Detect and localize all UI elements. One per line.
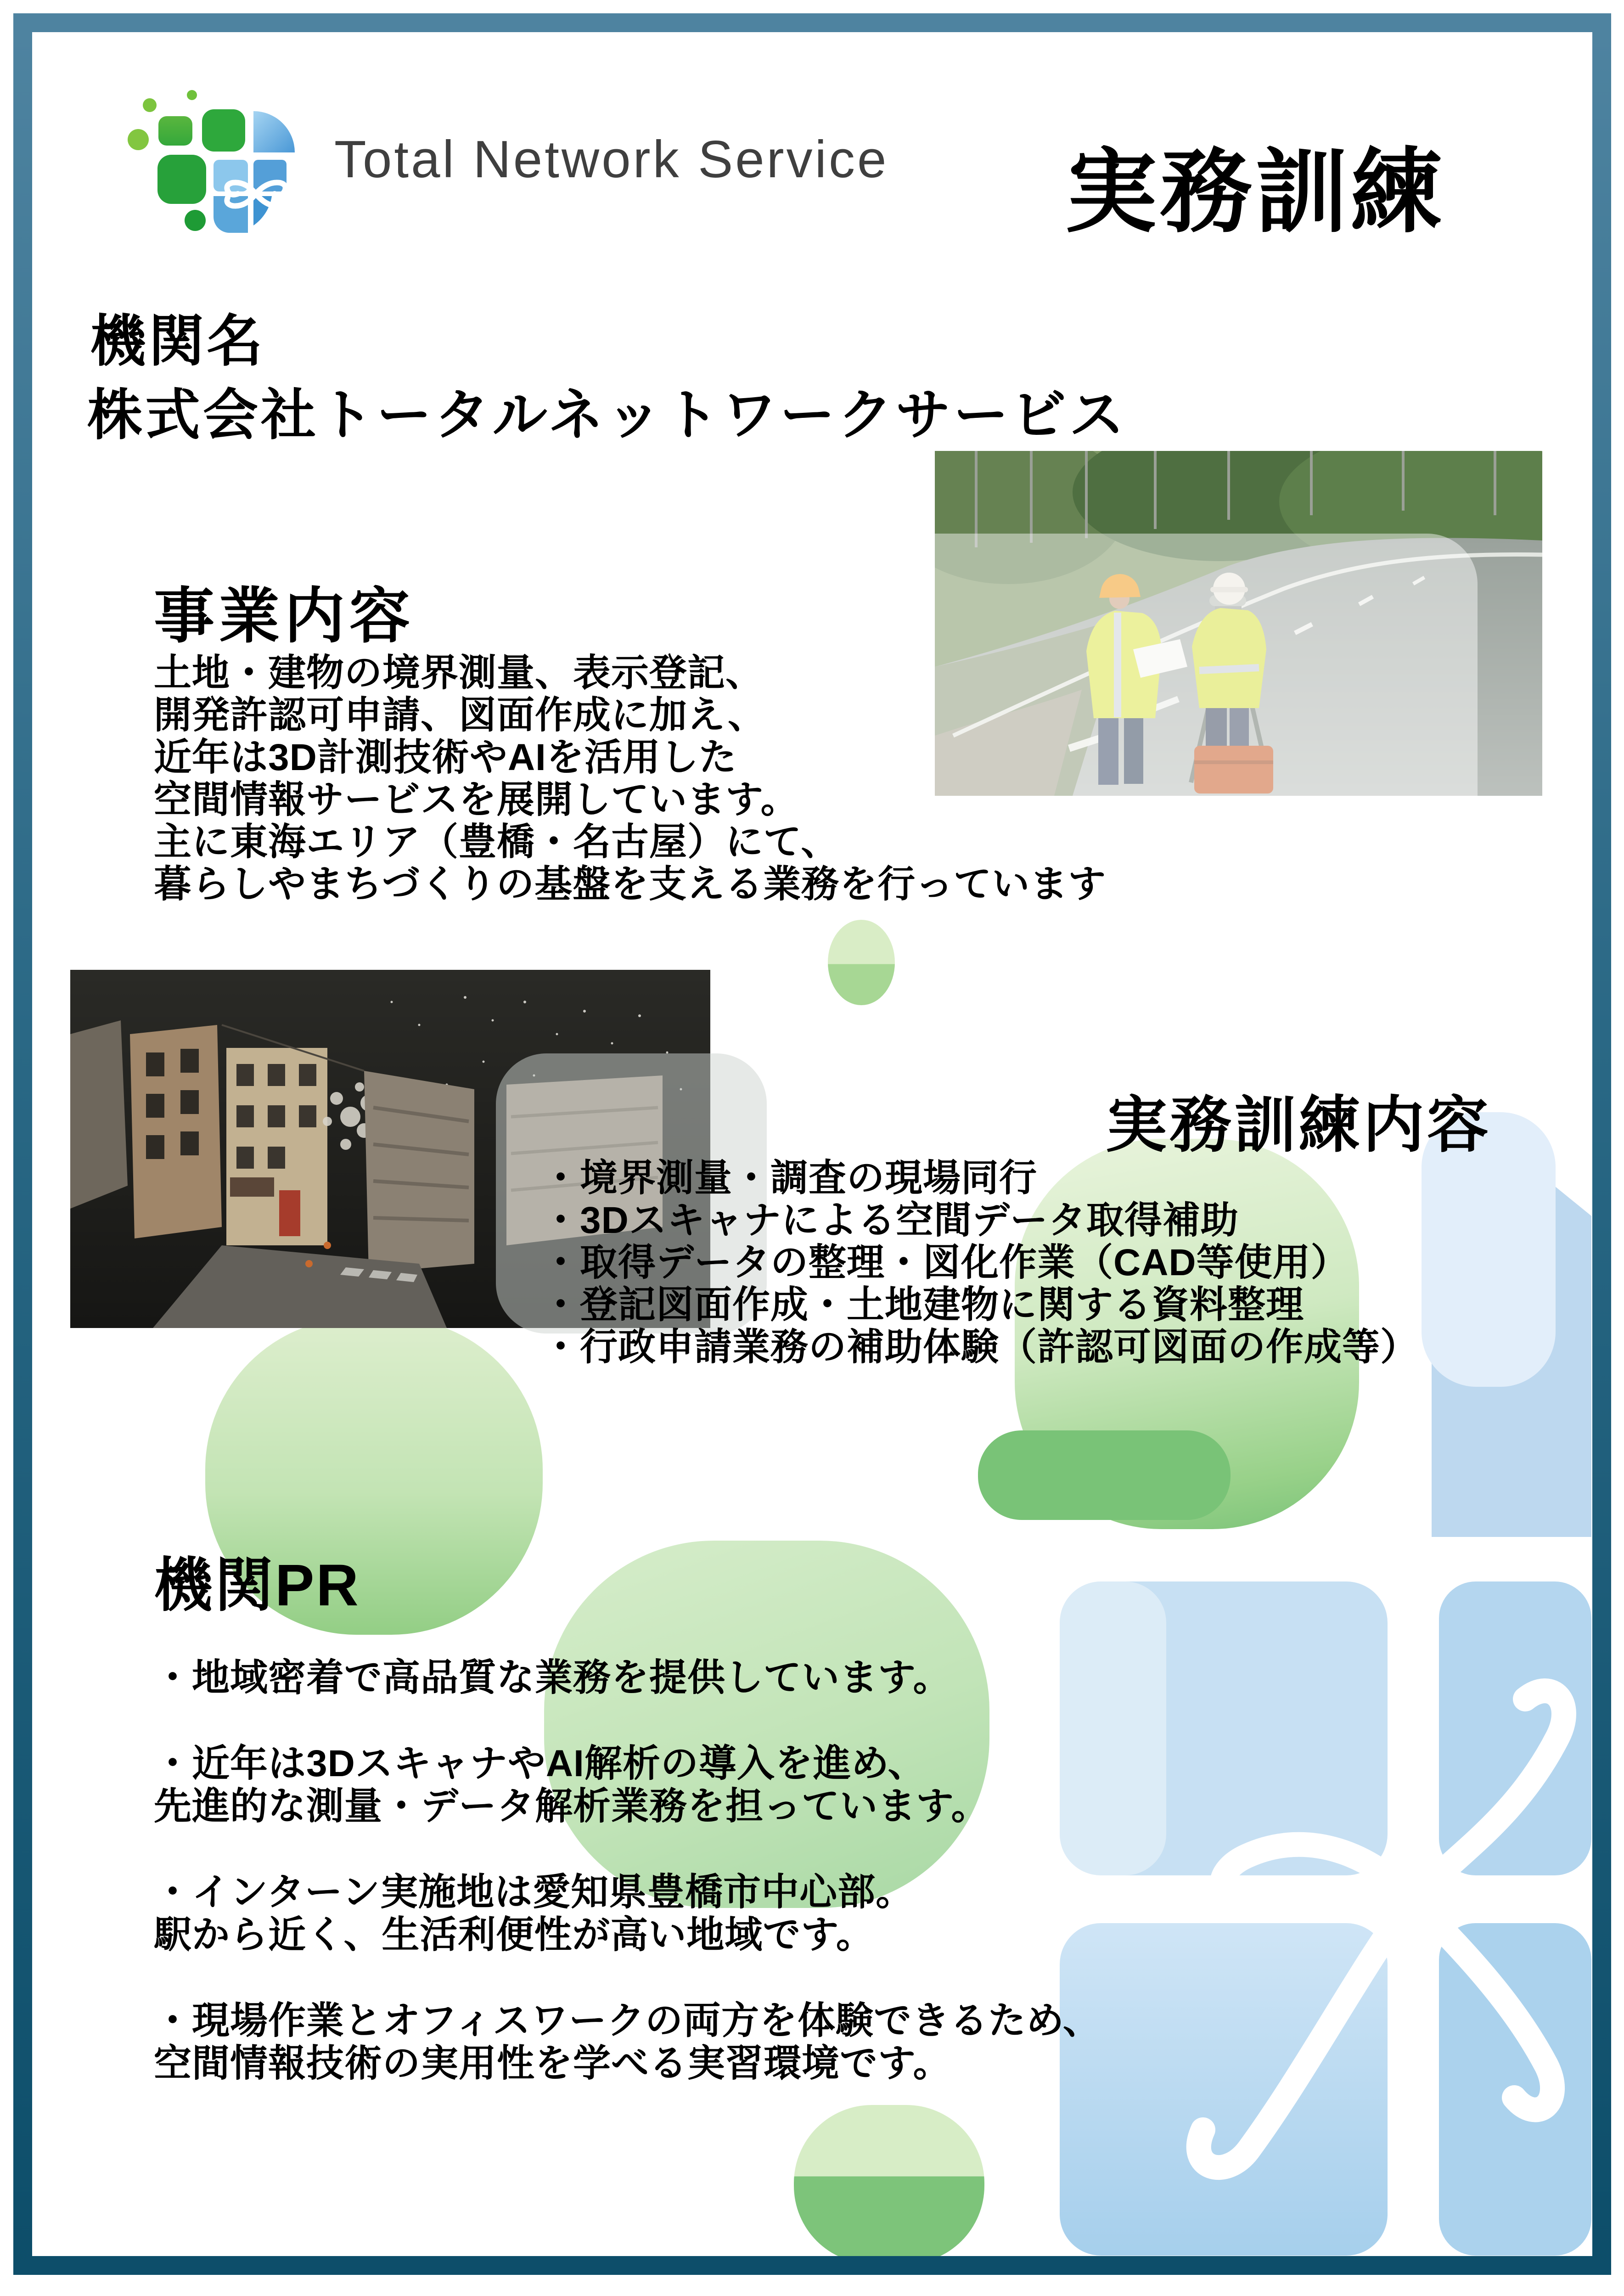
green-ellipse-blob [828,920,895,1005]
green-capsule-blob-center [544,1541,989,1908]
pr-line: 先進的な測量・データ解析業務を担っています。 [154,1785,989,1827]
company-logo-icon [110,78,312,243]
training-bullet: ・境界測量・調査の現場同行 [542,1157,1038,1199]
green-capsule-blob-right-dark [978,1430,1231,1520]
org-heading: 機関名 [90,310,265,372]
business-line: 主に東海エリア（豊橋・名古屋）にて、 [154,821,839,863]
pr-line: ・地域密着で高品質な業務を提供しています。 [154,1657,951,1699]
pr-heading: 機関PR [154,1553,360,1618]
business-line: 空間情報サービスを展開しています。 [154,779,799,821]
pr-line: ・近年は3DスキャナやAI解析の導入を進め、 [154,1743,926,1784]
business-heading: 事業内容 [154,582,415,650]
pr-line: ・インターン実施地は愛知県豊橋市中心部。 [154,1871,914,1913]
business-line: 土地・建物の境界測量、表示登記、 [154,652,764,694]
page-title: 実務訓練 [1065,141,1446,243]
training-bullet: ・登記図面作成・土地建物に関する資料整理 [542,1284,1304,1326]
training-bullet: ・取得データの整理・図化作業（CAD等使用） [542,1242,1349,1283]
training-bullet: ・行政申請業務の補助体験（許認可図面の作成等） [542,1326,1419,1368]
training-bullet: ・3Dスキャナによる空間データ取得補助 [542,1199,1239,1241]
pr-line: ・現場作業とオフィスワークの両方を体験できるため、 [154,2000,1101,2042]
business-line: 近年は3D計測技術やAIを活用した [154,737,737,778]
business-line: 暮らしやまちづくりの基盤を支える業務を行っています [154,863,1107,905]
green-capsule-blob-bottom [794,2105,984,2264]
org-name: 株式会社トータルネットワークサービス [87,384,1127,446]
photo-white-overlay [935,534,1478,796]
business-line: 開発許認可申請、図面作成に加え、 [154,694,766,736]
pr-line: 駅から近く、生活利便性が高い地域です。 [154,1914,874,1956]
pr-line: 空間情報技術の実用性を学べる実習環境です。 [154,2043,951,2084]
brand-text: Total Network Service [334,130,889,189]
training-heading: 実務訓練内容 [1106,1091,1492,1159]
